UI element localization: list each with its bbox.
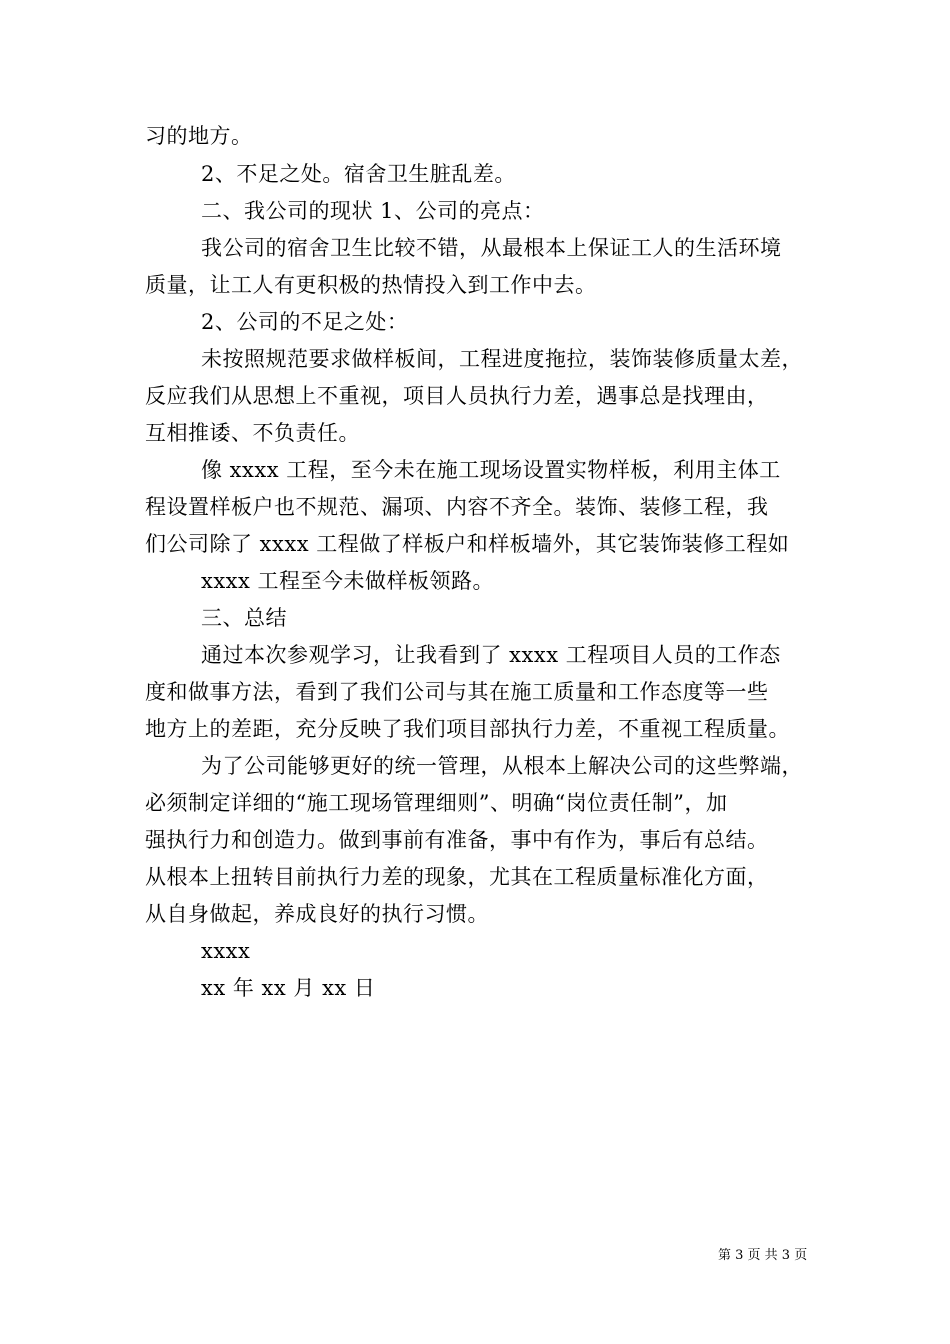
paragraph-line: 2、不足之处。宿舍卫生脏乱差。 — [201, 162, 516, 186]
paragraph-line: 习的地方。 — [145, 124, 253, 148]
paragraph-line: 2、公司的不足之处： — [201, 310, 409, 334]
paragraph-line: 必须制定详细的“施工现场管理细则”、明确“岗位责任制”，加 — [145, 791, 728, 815]
paragraph-line: 通过本次参观学习，让我看到了 xxxx 工程项目人员的工作态 — [201, 643, 781, 667]
paragraph-line: 从根本上扭转目前执行力差的现象，尤其在工程质量标准化方面， — [145, 865, 769, 889]
paragraph-line: 我公司的宿舍卫生比较不错，从最根本上保证工人的生活环境 — [201, 236, 782, 260]
paragraph-line: 未按照规范要求做样板间，工程进度拖拉，装饰装修质量太差， — [201, 347, 803, 371]
signature-date: xx 年 xx 月 xx 日 — [201, 976, 376, 1000]
paragraph-line: 强执行力和创造力。做到事前有准备，事中有作为，事后有总结。 — [145, 828, 769, 852]
paragraph-line: 质量，让工人有更积极的热情投入到工作中去。 — [145, 273, 597, 297]
paragraph-line: xxxx 工程至今未做样板领路。 — [201, 569, 495, 593]
paragraph-line: 们公司除了 xxxx 工程做了样板户和样板墙外，其它装饰装修工程如 — [145, 532, 790, 556]
paragraph-line: 地方上的差距，充分反映了我们项目部执行力差，不重视工程质量。 — [145, 717, 790, 741]
paragraph-line: 为了公司能够更好的统一管理，从根本上解决公司的这些弊端， — [201, 754, 803, 778]
section-heading: 三、总结 — [201, 606, 287, 630]
page-number-footer: 第 3 页 共 3 页 — [718, 1248, 808, 1263]
section-heading: 二、我公司的现状 1、公司的亮点： — [201, 199, 545, 223]
paragraph-line: 互相推诿、不负责任。 — [145, 421, 360, 445]
paragraph-line: 程设置样板户也不规范、漏项、内容不齐全。装饰、装修工程，我 — [145, 495, 769, 519]
paragraph-line: 像 xxxx 工程，至今未在施工现场设置实物样板，利用主体工 — [201, 458, 781, 482]
paragraph-line: 从自身做起，养成良好的执行习惯。 — [145, 902, 489, 926]
paragraph-line: 度和做事方法，看到了我们公司与其在施工质量和工作态度等一些 — [145, 680, 769, 704]
signature-name: xxxx — [201, 939, 251, 963]
paragraph-line: 反应我们从思想上不重视，项目人员执行力差，遇事总是找理由， — [145, 384, 769, 408]
